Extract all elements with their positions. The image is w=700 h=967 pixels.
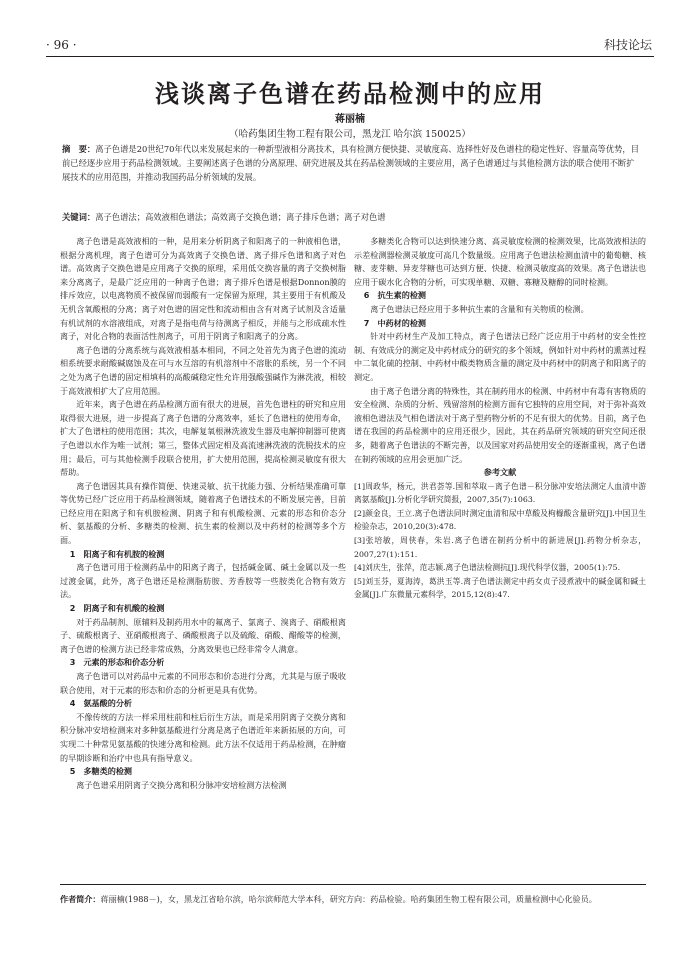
section-heading: 5 多糖类的检测 — [69, 766, 133, 777]
paragraph: 离子色谱的分离系统与高效液相基本相同，不同之处首先为离子色谱的流动相系统要求耐酸碱腐蚀及在可与水互溶的有机溶剂中不溶胀的系统，另一个不同之处为离子色谱的固定相填料的高酸碱稳定性允许用强酸强碱作为淋洗液，相较于高效液相扩大了应用范围。 — [60, 344, 346, 396]
reference-item: [5]刘玉芬，夏海涛，葛洪玉等.离子色谱法测定中药女贞子浸煮液中的碱金属和碱土金属[J].广东微量元素科学，2015,12(8):47. — [354, 576, 646, 600]
keywords — [62, 210, 642, 224]
paragraph: 离子色谱采用阴离子交换分离和积分脉冲安培检测方法检测 — [76, 779, 287, 790]
paragraph: 针对中药材生产及加工特点，离子色谱法已经广泛应用于中药材的安全性控制、有效成分的测定及中药材成分的研究的多个领域，例如针对中药材的熏蒸过程中二氧化硫的控制、中药材中酸类物质含量的测定及中药材中的阴离子和阳离子的测定。 — [354, 331, 646, 382]
reference-item: [2]颜金良，王立.离子色谱法同时测定血清和尿中草酸及枸橼酸含量研究[J].中国卫生检验杂志，2010,20(3):478. — [354, 508, 646, 532]
body-left-column — [60, 235, 346, 792]
paragraph: 离子色谱可用于检测药品中的阳离子离子，包括碱金属、碱土金属以及一些过渡金属，此外，离子色谱还是检测脂肪胺、芳香胺等一些胺类化合物有效方法。 — [60, 562, 346, 600]
reference-item: [3]张培敏，周侠春，朱岩.离子色谱在制药分析中的新进展[J].药物分析杂志，2007,27(1):151. — [354, 536, 646, 559]
abstract — [62, 142, 642, 184]
paragraph: 离子色谱因其具有操作简便、快速灵敏、抗干扰能力强、分析结果准确可靠等优势已经广泛应用于药品检测领域，随着离子色谱技术的不断发展完善，目前已经应用在阳离子和有机胺检测、阴离子和有机酸检测、元素的形态和价态分析、氨基酸的分析、多糖类的检测、抗生素的检测以及中药材的检测等多个方面。 — [60, 480, 346, 546]
paragraph: 离子色谱可以对药品中元素的不同形态和价态进行分离，尤其是与原子吸收联合使用，对于元素的形态和价态的分析更是具有优势。 — [60, 671, 346, 695]
footnote-label: 作者简介： — [60, 894, 101, 904]
paragraph: 离子色谱法已经应用于多种抗生素的含量和有关物质的检测。 — [370, 303, 589, 314]
section-heading: 3 元素的形态和价态分析 — [69, 657, 165, 668]
section-heading: 2 阴离子和有机酸的检测 — [69, 603, 165, 614]
references-heading: 参考文献 — [483, 467, 517, 478]
paragraph: 多糖类化合物可以达到快速分离、高灵敏度检测的检测效果，比高效液相法的示差检测器检测灵敏度可高几个数量级。应用离子色谱法检测血清中的葡萄糖、核糖、麦芽糖、异麦芽糖也可达到方便、快捷、检测灵敏度高的效果。离子色谱法也应用于碳水化合物的分析，可实现单糖、双糖、寡糖及糖醇的同时检测。 — [354, 236, 646, 287]
abstract-label: 摘 要： — [62, 144, 96, 154]
reference-item: [4]刘庆生，张萍，范志颖.离子色谱法检测抗[J].现代科学仪器，2005(1):75. — [354, 563, 621, 573]
paragraph: 离子色谱是高效液相的一种，是用来分析阴离子和阳离子的一种液相色谱，根据分离机理，离子色谱可分为高效离子交换色谱、离子排斥色谱和离子对色谱。高效离子交换色谱是应用离子交换的原理，采用低交换容量的离子交换树脂来分离离子，是最广泛应用的一种离子色谱；离子排斥色谱是根据Donnon膜的排斥效应，以电离物质不被保留而弱酸有一定保留为原理，其主要用于有机酸及无机含氧酸根的分离；离子对色谱的固定性和流动相由含有对离子试剂及含适量有机试剂的水溶液组成，对离子是指电荷与待测离子相反，并能与之形成疏水性离子，对化合物的表面活性剂离子，可用于阴离子和阳离子的分离。 — [60, 236, 346, 342]
column-name: 科技论坛 — [603, 38, 652, 52]
footnote-text: 蒋丽楠(1988－)，女，黑龙江省哈尔滨，哈尔滨师范大学本科，研究方向：药品检验。哈药集团生物工程有限公司，质量检测中心化验员。 — [100, 894, 597, 904]
paragraph: 由于离子色谱分离的特殊性，其在制药用水的检测、中药材中有毒有害物质的安全检测、杂质的分析、残留溶剂的检测方面有它独特的应用空间，对于弥补高效液相色谱法及气相色谱法对于离子型药物分析的不足有很大的优势。目前，离子色谱在我国的药品检测中的应用还很少，因此，其在药品研究领域的研究空间还很多，随着离子色谱法的不断完善，以及国家对药品使用安全的逐渐重视，离子色谱在制药领域的应用会更加广泛。 — [354, 385, 646, 464]
keywords-text: 离子色谱法；高效液相色谱法；高效离子交换色谱；离子排斥色谱；离子对色谱 — [95, 212, 386, 222]
header-rule — [46, 56, 654, 57]
paragraph: 不像传统的方法一样采用柱前和柱后衍生方法，而是采用阴离子交换分离和积分脉冲安培检测来对多种氨基酸进行分离是离子色谱近年来新拓展的方向，可实现二十种常见氨基酸的快速分离和检测。此方法不仅适用于药品检测，在肿瘤的早期诊断和治疗中也具有指导意义。 — [60, 711, 346, 763]
author-bio-footnote — [60, 892, 646, 906]
article-title: 浅谈离子色谱在药品检测中的应用 — [155, 79, 545, 108]
section-heading: 7 中药材的检测 — [363, 317, 427, 328]
affiliation: （哈药集团生物工程有限公司，黑龙江 哈尔滨 150025） — [229, 129, 471, 140]
body-right-column — [354, 235, 646, 602]
page-number: · 96 · — [46, 38, 77, 52]
paragraph: 对于药品制剂、原辅料及制药用水中的氟离子、氯离子、溴离子、硝酸根离子、硫酸根离子、亚硝酸根离子、磷酸根离子以及硫酸、硝酸、醋酸等的检测，离子色谱的检测方法已经非常成熟，分离效果也已经非常令人满意。 — [60, 616, 346, 654]
abstract-text: 离子色谱是20世纪70年代以来发展起来的一种新型液相分离技术，具有检测方便快捷、灵敏度高、选择性好及色谱柱的稳定性好、容量高等优势，目前已经逐步应用于药品检测领域。主要阐述离子色谱的分离原理、研究进展及其在药品检测领域的主要应用，离子色谱通过与其他检测方法的联合使用不断扩展技术的应用范围，并推动我国药品分析领域的发展。 — [62, 144, 640, 182]
keywords-label: 关键词： — [62, 212, 96, 222]
section-heading: 6 抗生素的检测 — [363, 290, 427, 301]
section-heading: 4 氨基酸的分析 — [69, 698, 133, 709]
reference-item: [1]周政华，杨元，洪君荟等.国和萃取－离子色谱－积分脉冲安培法测定人血清中游离氨基酸[J].分析化学研究简报，2007,35(7):1063. — [354, 481, 646, 505]
paragraph: 近年来，离子色谱在药品检测方面有很大的进展，首先色谱柱的研究和应用取得很大进展，进一步提高了离子色谱的分离效率，延长了色谱柱的使用寿命，扩大了色谱柱的使用范围；其次，电解复氧根淋洗液发生器及电解抑制器可使离子色谱以水作为唯一试剂；第三，整体式固定相及高流速淋洗液的洗脱技术的应用；最后，可与其他检测手段联合使用，扩大使用范围，提高检测灵敏度有很大帮助。 — [60, 399, 346, 478]
section-heading: 1 阳离子和有机胺的检测 — [69, 548, 165, 559]
footnote-rule — [60, 884, 646, 885]
author: 蒋丽楠 — [335, 114, 365, 125]
